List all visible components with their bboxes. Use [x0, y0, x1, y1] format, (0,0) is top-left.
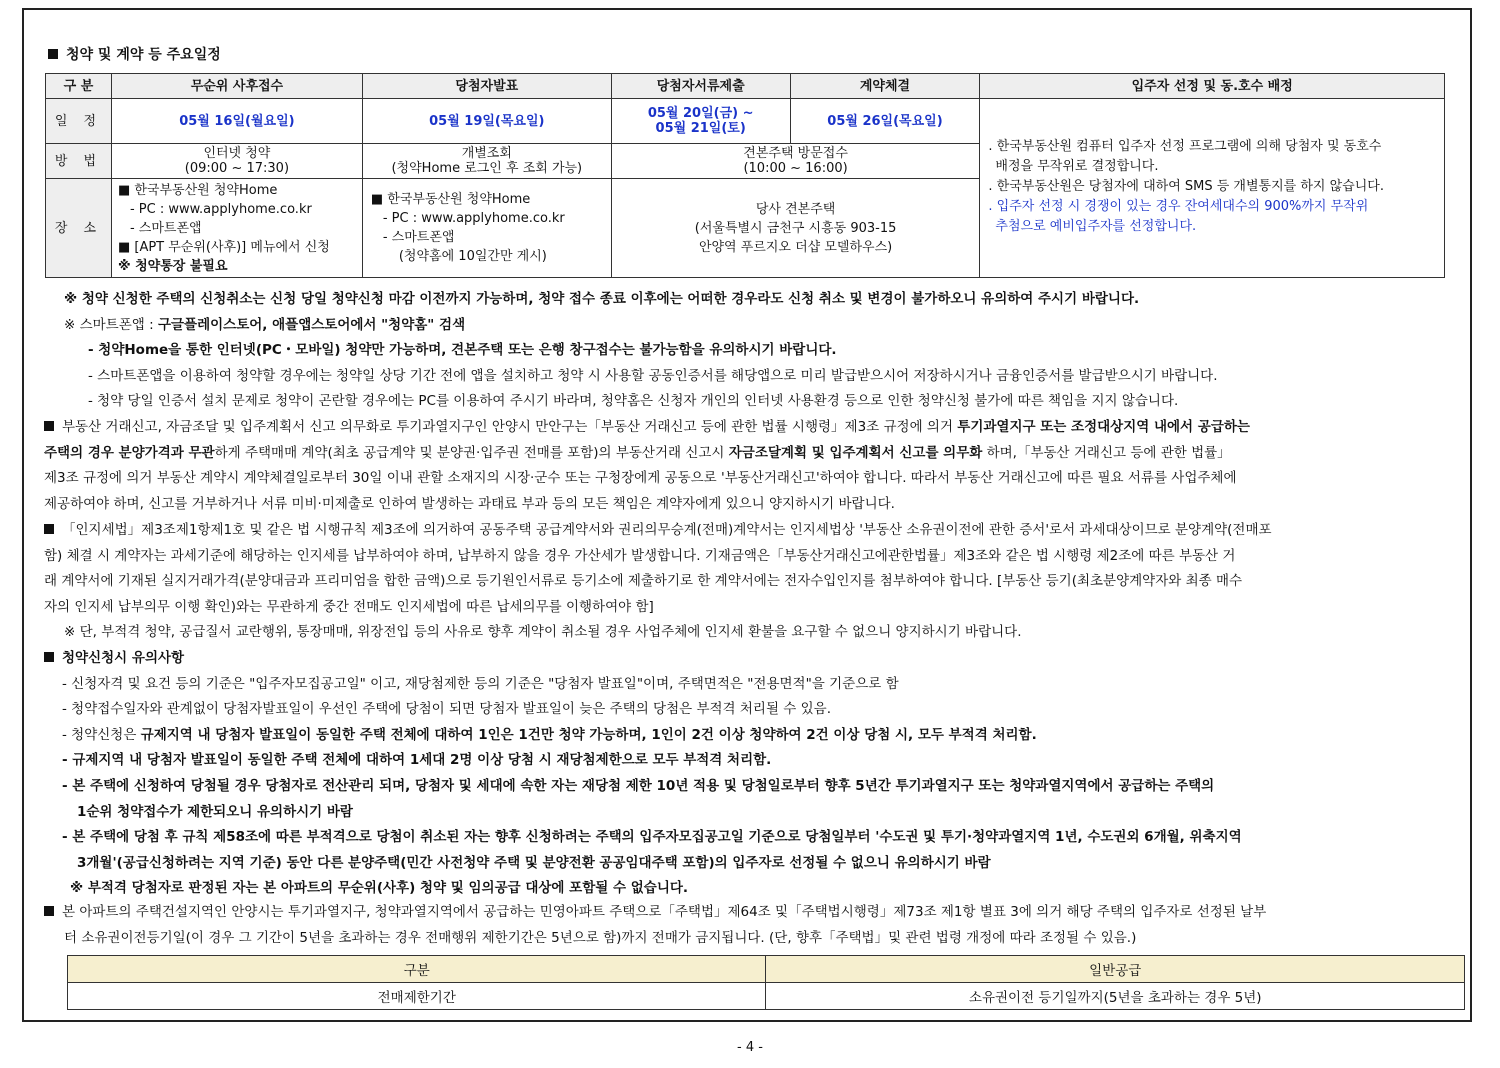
paragraph-line: 부동산 거래신고, 자금조달 및 입주계획서 신고 의무화로 투기과열지구인 안양시 만안구는「부동산 거래신고 등에 관한 법률 시행령」제3조 규정에 의거 투기과열지구 또는 조정대상지역 내에서 공급하는 — [44, 415, 1454, 441]
paragraph-line: 래 계약서에 기재된 실지거래가격(분양대금과 프리미엄을 합한 금액)으로 등기원인서류로 등기소에 제출하기로 한 계약서에는 전자수입인지를 첨부하여야 합니다. [부동산 등기(최초분양계약자와 최종 매수 — [44, 573, 1243, 590]
paragraph-line: ※ 단, 부적격 청약, 공급질서 교란행위, 통장매매, 위장전입 등의 사유로 향후 계약이 취소될 경우 사업주체에 인지세 환불을 요구할 수 없으니 양지하시기 바랍니다. — [64, 624, 1022, 641]
note-line: - 스마트폰앱을 이용하여 청약할 경우에는 청약일 상당 기간 전에 앱을 설치하고 청약 시 사용할 공동인증서를 해당앱으로 미리 발급받으시어 저장하시거나 금융인증서를 발급받으시기 바랍니다. — [88, 367, 1218, 384]
resale-data-row — [68, 983, 1465, 1010]
paragraph-line: 주택의 경우 분양가격과 무관하게 주택매매 계약(최초 공급계약 및 분양권·입주권 전매를 포함)의 부동산거래 신고시 자금조달계획 및 입주계획서 신고를 의무화 하며,「부동산 거래신고 등에 관한 법률」 — [44, 444, 1231, 461]
paragraph-line: 함) 체결 시 계약자는 과세기준에 해당하는 인지세를 납부하여야 하며, 납부하지 않을 경우 가산세가 발생합니다. 기재금액은「부동산거래신고에관한법률」제3조와 같은 법 시행령 제2조에 따른 부동산 거 — [44, 547, 1236, 564]
method-cell: 견본주택 방문접수 (10:00 ~ 16:00) — [611, 144, 980, 179]
place-cell: ■ 한국부동산원 청약Home - PC : www.applyhome.co.kr - 스마트폰앱 ■ [APT 무순위(사후)] 메뉴에서 신청 ※ 청약통장 불필요 — [111, 179, 362, 278]
method-cell: 인터넷 청약 (09:00 ~ 17:30) — [111, 144, 362, 179]
page-number: - 4 - — [737, 1040, 763, 1055]
notes-block — [48, 287, 1458, 415]
header-cell: 당첨자발표 — [362, 74, 611, 99]
row-label: 방 법 — [46, 144, 112, 179]
header-cell: 구분 — [68, 956, 766, 983]
paragraph-line: 제공하여야 하며, 신고를 거부하거나 서류 미비·미제출로 인하여 발생하는 과태료 부과 등의 모든 책임은 계약자에게 있으니 양지하시기 바랍니다. — [44, 495, 895, 512]
place-cell: ■ 한국부동산원 청약Home - PC : www.applyhome.co.kr - 스마트폰앱 (청약홈에 10일간만 게시) — [362, 179, 611, 278]
resale-table — [67, 955, 1465, 1010]
header-cell: 입주자 선정 및 동.호수 배정 — [980, 74, 1445, 99]
caution-line: - 청약접수일자와 관계없이 당첨자발표일이 우선인 주택에 당첨이 되면 당첨자 발표일이 늦은 주택의 당첨은 부적격 처리될 수 있음. — [62, 701, 831, 718]
schedule-table — [45, 73, 1445, 278]
schedule-date-row — [46, 99, 1445, 144]
date-cell: 05월 20일(금) ~ 05월 21일(토) — [611, 99, 790, 144]
header-cell: 당첨자서류제출 — [611, 74, 790, 99]
report-paragraph — [44, 415, 1454, 517]
assign-line: . 입주자 선정 시 경쟁이 있는 경우 잔여세대수의 900%까지 무작위 — [988, 199, 1369, 214]
caution-line: - 신청자격 및 요건 등의 기준은 "입주자모집공고일" 이고, 재당첨제한 등의 기준은 "당첨자 발표일"이며, 주택면적은 "전용면적"을 기준으로 함 — [62, 675, 899, 692]
assign-line: 배정을 무작위로 결정합니다. — [995, 159, 1159, 174]
caution-line: - 규제지역 내 당첨자 발표일이 동일한 주택 전체에 대하여 1세대 2명 이상 당첨 시 재당첨제한으로 모두 부적격 처리함. — [62, 752, 772, 769]
note-line: ※ 청약 신청한 주택의 신청취소는 신청 당일 청약신청 마감 이전까지 가능하며, 청약 접수 종료 이후에는 어떠한 경우라도 신청 취소 및 변경이 불가하오니 유의하여 주시기 바랍니다. — [64, 291, 1140, 307]
assign-line: 추첨으로 예비입주자를 선정합니다. — [995, 219, 1197, 234]
note-line: - 청약 당일 인증서 설치 문제로 청약이 곤란할 경우에는 PC를 이용하여 주시기 바라며, 청약홈은 신청자 개인의 인터넷 사용환경 등으로 인한 청약신청 불가에 따른 책임을 지지 않습니다. — [88, 393, 1179, 410]
schedule-header-row — [46, 74, 1445, 99]
date-cell: 05월 16일(월요일) — [111, 99, 362, 144]
table-cell: 전매제한기간 — [68, 983, 766, 1010]
square-bullet-icon — [44, 421, 54, 431]
date-cell: 05월 19일(목요일) — [362, 99, 611, 144]
row-label: 일 정 — [46, 99, 112, 144]
caution-line: 3개월'(공급신청하려는 지역 기준) 동안 다른 분양주택(민간 사전청약 주택 및 분양전환 공공임대주택 포함)의 입주자로 선정될 수 없으니 유의하시기 바람 — [77, 854, 991, 871]
date-cell: 05월 26일(목요일) — [790, 99, 980, 144]
paragraph-line: 제3조 규정에 의거 부동산 계약시 계약체결일로부터 30일 이내 관할 소재지의 시장·군수 또는 구청장에게 공동으로 '부동산거래신고'하여야 합니다. 따라서 부동산 거래신고에 따른 필요 서류를 사업주체에 — [44, 470, 1237, 487]
header-cell: 계약체결 — [790, 74, 980, 99]
caution-line: - 본 주택에 당첨 후 규칙 제58조에 따른 부적격으로 당첨이 취소된 자는 향후 신청하려는 주택의 입주자모집공고일 기준으로 당첨일부터 '수도권 및 투기·청약과열지역 1년, 수도권외 6개월, 위축지역 — [62, 829, 1242, 846]
assign-cell — [980, 99, 1445, 278]
square-bullet-icon — [44, 906, 54, 916]
square-bullet-icon — [48, 49, 58, 59]
square-bullet-icon — [44, 652, 54, 662]
resale-header-row — [68, 956, 1465, 983]
caution-line: - 본 주택에 신청하여 당첨될 경우 당첨자로 전산관리 되며, 당첨자 및 세대에 속한 자는 재당첨 제한 10년 적용 및 당첨일로부터 향후 5년간 투기과열지구 또는 청약과열지역에서 공급하는 주택의 — [62, 777, 1215, 794]
paragraph-line: 터 소유권이전등기일(이 경우 그 기간이 5년을 초과하는 경우 전매행위 제한기간은 5년으로 함)까지 전매가 금지됩니다. (단, 향후「주택법」및 관련 법령 개정에 따라 조정될 수 있음.) — [64, 929, 1137, 946]
place-cell: 당사 견본주택 (서울특별시 금천구 시흥동 903-15 안양역 푸르지오 더샵 모델하우스) — [611, 179, 980, 278]
caution-line: ※ 부적격 당첨자로 판정된 자는 본 아파트의 무순위(사후) 청약 및 임의공급 대상에 포함될 수 없습니다. — [70, 880, 689, 897]
header-cell: 일반공급 — [766, 956, 1465, 983]
resale-paragraph — [44, 900, 1454, 951]
stamp-paragraph — [44, 518, 1454, 646]
paragraph-line: 자의 인지세 납부의무 이행 확인)와는 무관하게 중간 전매도 인지세법에 따른 납세의무를 이행하여야 함] — [44, 598, 654, 615]
paragraph-line: 본 아파트의 주택건설지역인 안양시는 투기과열지구, 청약과열지역에서 공급하는 민영아파트 주택으로「주택법」제64조 및「주택법시행령」제73조 제1항 별표 3에 의거 해당 주택의 입주자로 선정된 날부 — [44, 900, 1454, 926]
caution-line: 1순위 청약접수가 제한되오니 유의하시기 바람 — [77, 803, 353, 820]
assign-line: . 한국부동산원 컴퓨터 입주자 선정 프로그램에 의해 당첨자 및 동호수 — [988, 139, 1382, 154]
caution-section — [44, 646, 1454, 902]
method-cell: 개별조회 (청약Home 로그인 후 조회 가능) — [362, 144, 611, 179]
note-line: - 청약Home을 통한 인터넷(PC・모바일) 청약만 가능하며, 견본주택 또는 은행 창구접수는 불가능함을 유의하시기 바랍니다. — [88, 342, 837, 359]
square-bullet-icon — [44, 524, 54, 534]
section-title-schedule: 청약 및 계약 등 주요일정 — [48, 44, 221, 64]
header-cell: 구 분 — [46, 74, 112, 99]
section-title-caution: 청약신청시 유의사항 — [44, 646, 1454, 672]
paragraph-line: 「인지세법」제3조제1항제1호 및 같은 법 시행규칙 제3조에 의거하여 공동주택 공급계약서와 권리의무승계(전매)계약서는 인지세법상 '부동산 소유권이전에 관한 증서'로서 과세대상이므로 분양계약(전매포 — [44, 518, 1454, 544]
caution-line: - 청약신청은 규제지역 내 당첨자 발표일이 동일한 주택 전체에 대하여 1인은 1건만 청약 가능하며, 1인이 2건 이상 청약하여 2건 이상 당첨 시, 모두 부적격 처리함. — [62, 726, 1037, 743]
note-line: ※ 스마트폰앱 : 구글플레이스토어, 애플앱스토어에서 "청약홈" 검색 — [64, 316, 466, 333]
row-label: 장 소 — [46, 179, 112, 278]
assign-line: . 한국부동산원은 당첨자에 대하여 SMS 등 개별통지를 하지 않습니다. — [988, 179, 1384, 194]
table-cell: 소유권이전 등기일까지(5년을 초과하는 경우 5년) — [766, 983, 1465, 1010]
header-cell: 무순위 사후접수 — [111, 74, 362, 99]
